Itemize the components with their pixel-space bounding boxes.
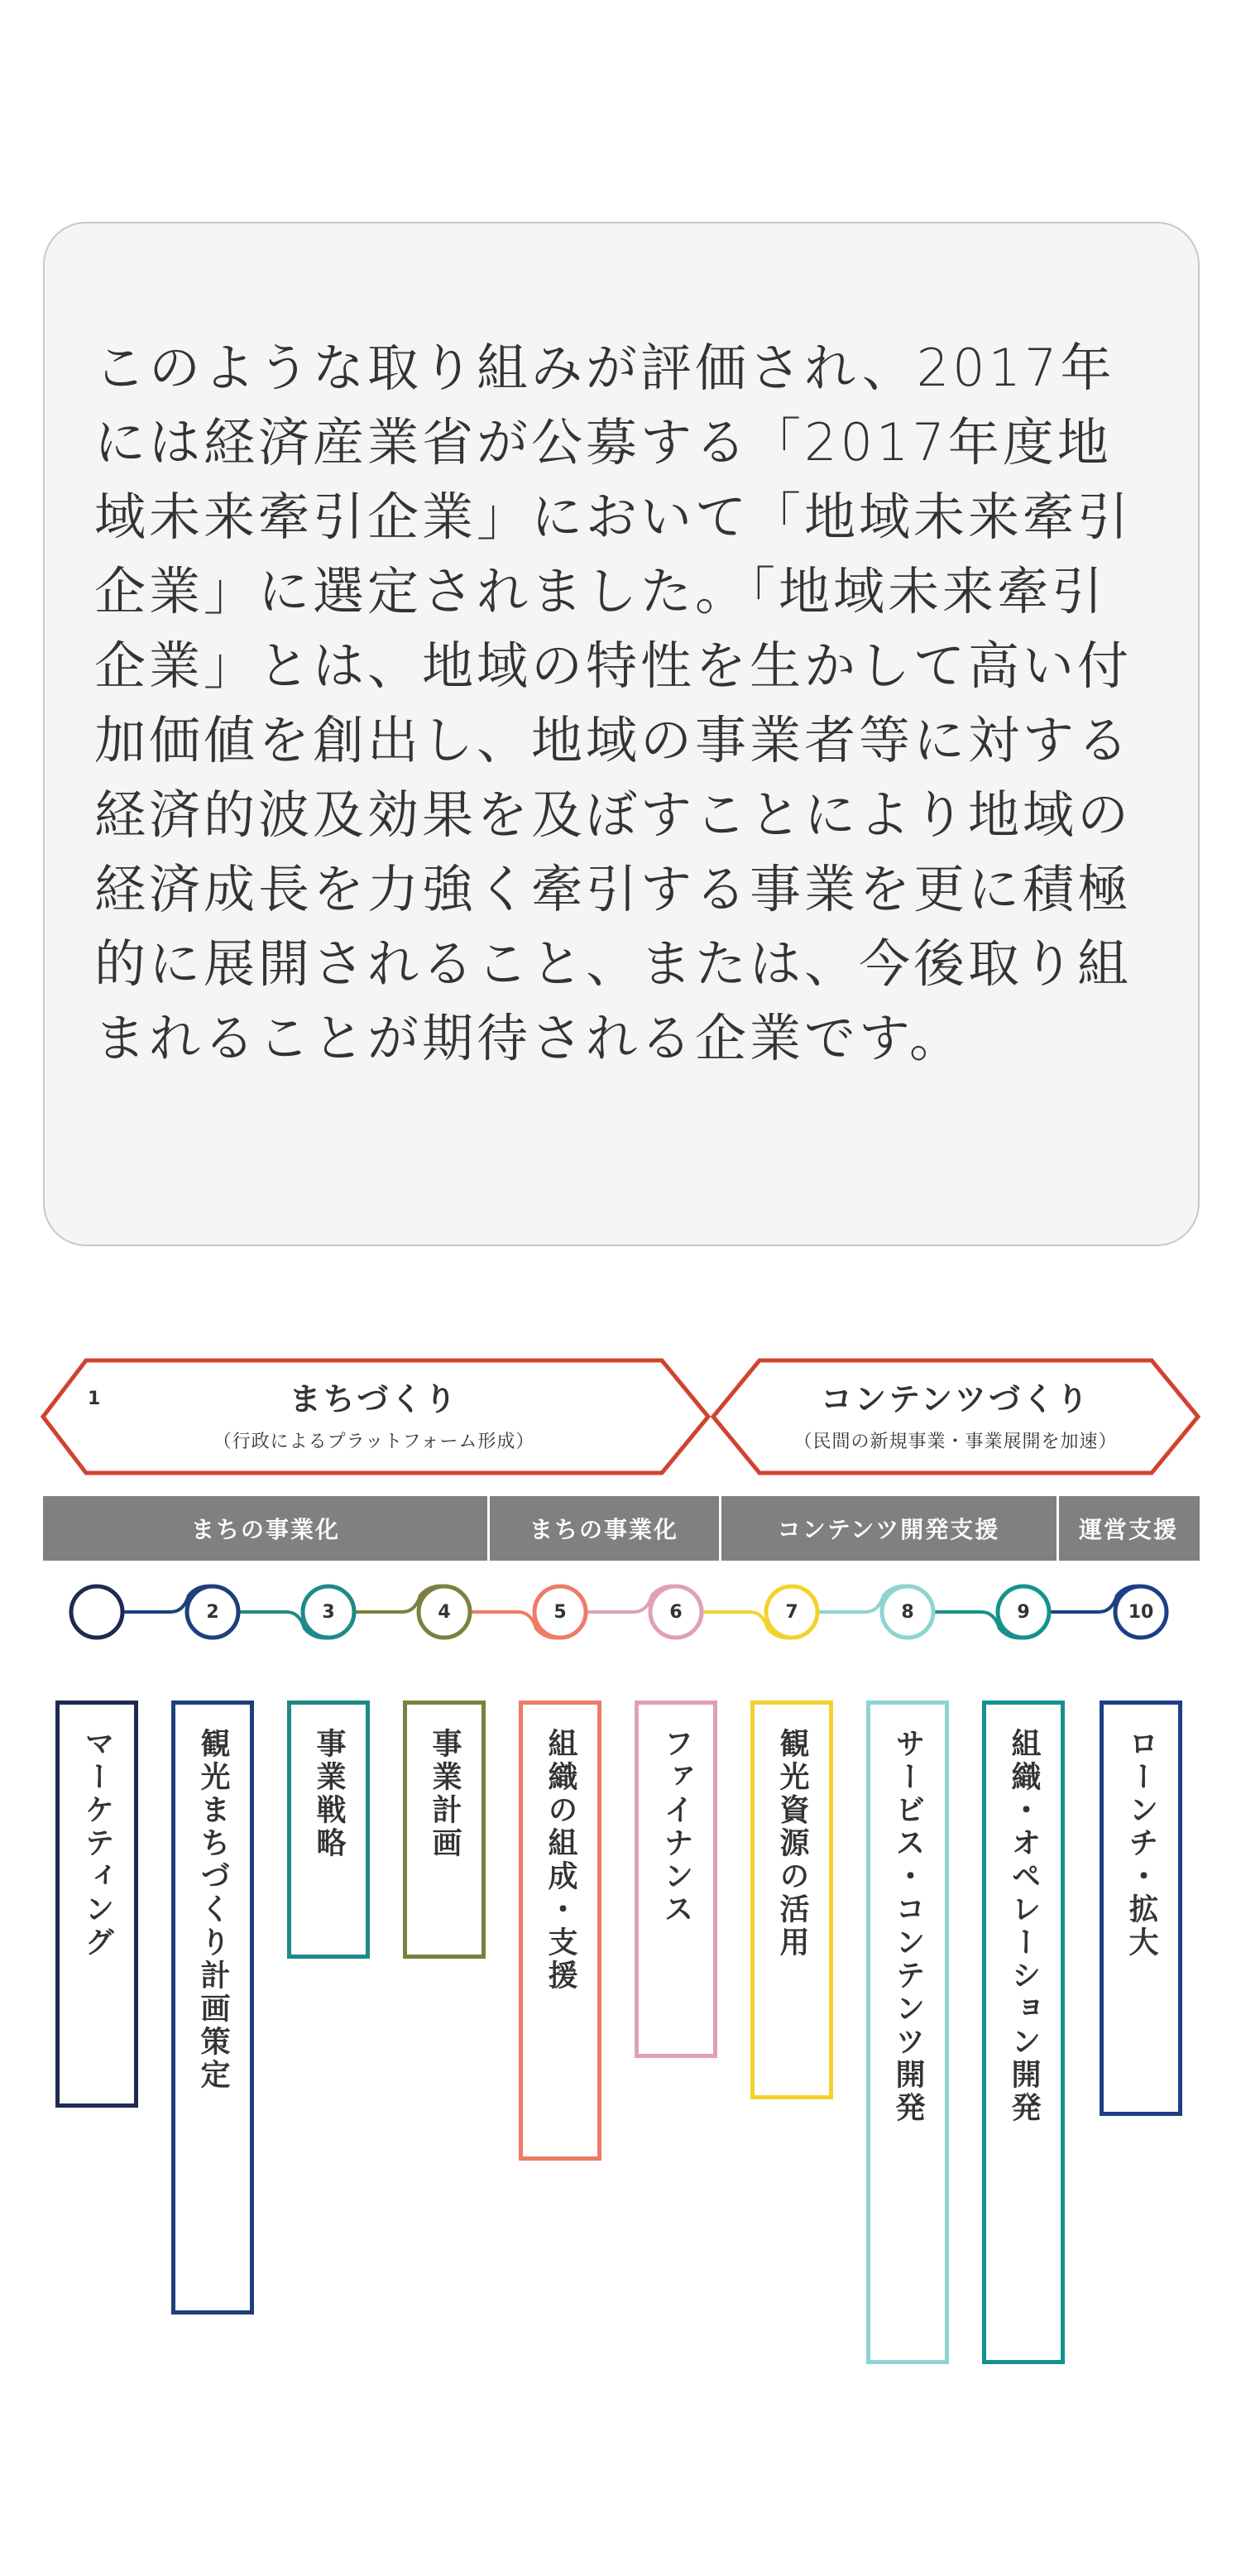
banner-contents-subtitle: （民間の新規事業・事業展開を加速） xyxy=(793,1432,1118,1452)
phase-bar-4: 運営支援 xyxy=(1057,1496,1200,1561)
step-number: 3 xyxy=(322,1601,335,1623)
step-number: 5 xyxy=(553,1601,567,1623)
step-box xyxy=(55,1701,138,2108)
step-label: 事業計画 xyxy=(428,1728,462,1860)
step-label: 観光まちづくり計画策定 xyxy=(196,1728,230,2092)
step-label: 観光資源の活用 xyxy=(775,1728,809,1960)
step-label: 事業戦略 xyxy=(312,1728,346,1860)
banner-machizukuri-subtitle: （行政によるプラットフォーム形成） xyxy=(213,1432,535,1452)
process-diagram xyxy=(0,1341,1241,2433)
step-label: ローンチ・拡大 xyxy=(1124,1728,1158,1960)
step-number xyxy=(72,1587,122,1637)
step-label: マーケティング xyxy=(80,1728,114,1960)
phase-divider xyxy=(1057,1496,1059,1561)
step-number: 2 xyxy=(206,1601,219,1623)
step-number: 4 xyxy=(438,1601,451,1623)
step-box xyxy=(1100,1701,1182,2116)
banner-contents-title: コンテンツづくり xyxy=(820,1381,1091,1418)
step-number: 9 xyxy=(1017,1601,1030,1623)
banner-machizukuri-title: まちづくり xyxy=(289,1381,459,1418)
timeline-track xyxy=(0,1564,1241,1663)
step-box xyxy=(982,1701,1065,2364)
step-label: 組織・オペレーション開発 xyxy=(1007,1728,1041,2125)
step-box xyxy=(750,1701,833,2099)
step-number: 7 xyxy=(785,1601,798,1623)
step-label: サービス・コンテンツ開発 xyxy=(891,1728,925,2125)
step-label: 組織の組成・支援 xyxy=(544,1728,577,1993)
phase-bar-1: まちの事業化 xyxy=(43,1496,488,1561)
banner-step-number: 1 xyxy=(88,1389,101,1409)
intro-card xyxy=(43,222,1200,1246)
banner-machizukuri xyxy=(86,1374,662,1453)
phase-bar-3: コンテンツ開発支援 xyxy=(720,1496,1057,1561)
step-box xyxy=(287,1701,370,1959)
intro-text: このような取り組みが評価され、2017年には経済産業省が公募する「2017年度地域未来牽引企業」において「地域未来牽引企業」に選定されました。「地域未来牽引企業」とは、地域の特性を生かして高い付加価値を創出し、地域の事業者等に対する経済的波及効果を及ぼすことにより地域の経済成長を力強く牽引する事業を更に積極的に展開されること、または、今後取り組まれることが期待される企業です。 xyxy=(94,338,1133,1068)
step-number: 6 xyxy=(669,1601,683,1623)
step-box xyxy=(403,1701,486,1959)
step-box xyxy=(866,1701,949,2364)
step-number: 8 xyxy=(901,1601,914,1623)
phase-bar-2: まちの事業化 xyxy=(488,1496,720,1561)
step-box xyxy=(635,1701,717,2058)
step-label: ファイナンス xyxy=(659,1728,693,1926)
step-box xyxy=(171,1701,254,2315)
step-number: 10 xyxy=(1128,1601,1154,1623)
step-box xyxy=(519,1701,601,2161)
phase-divider xyxy=(719,1496,721,1561)
phase-divider xyxy=(487,1496,490,1561)
banner-contents xyxy=(759,1374,1152,1453)
